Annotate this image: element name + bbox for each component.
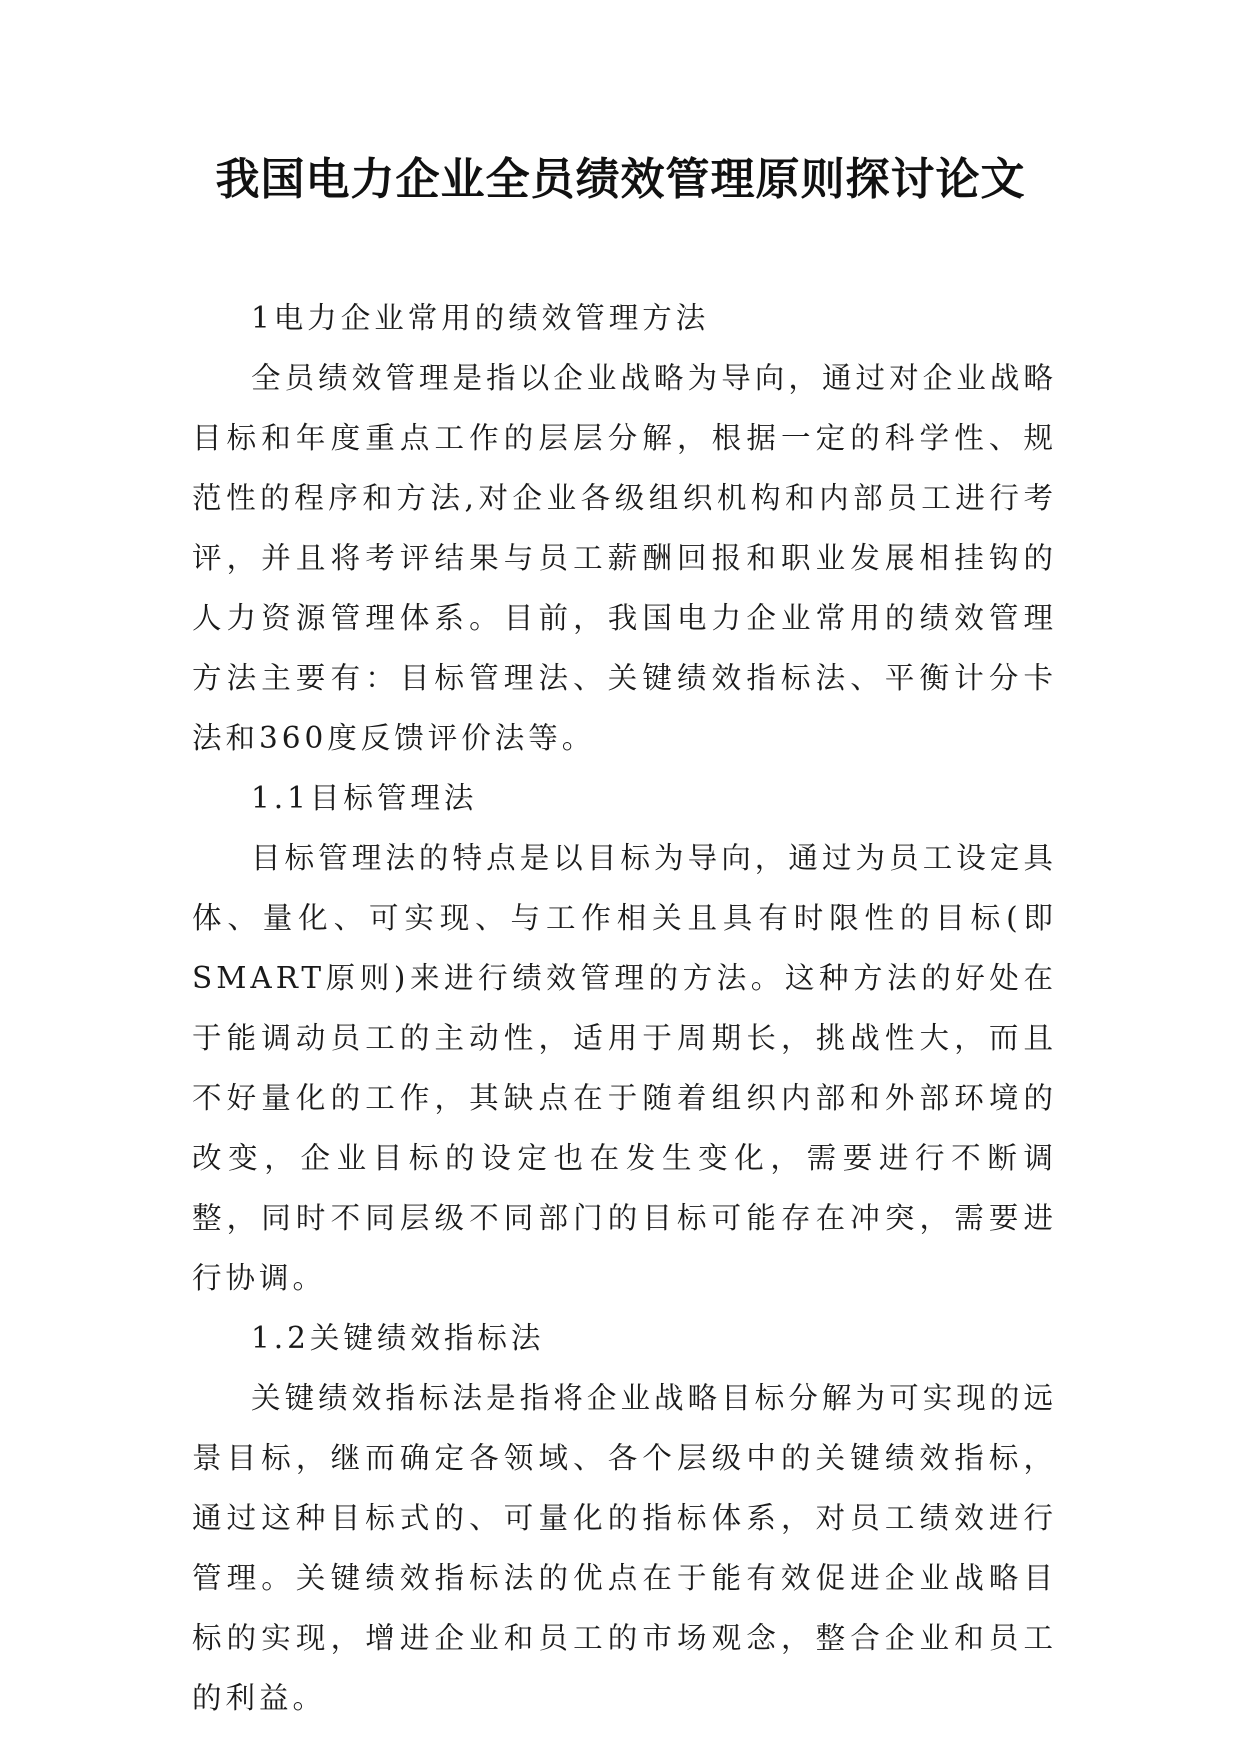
document-body (192, 288, 1057, 1728)
paragraph-overview: 全员绩效管理是指以企业战略为导向，通过对企业战略目标和年度重点工作的层层分解，根据一定的科学性、规范性的程序和方法,对企业各级组织机构和内部员工进行考评，并且将考评结果与员工薪酬回报和职业发展相挂钩的人力资源管理体系。目前，我国电力企业常用的绩效管理方法主要有：目标管理法、关键绩效指标法、平衡计分卡法和360度反馈评价法等。 (192, 361, 1057, 755)
section-heading-1-1: 1.1目标管理法 (251, 781, 478, 815)
document-title: 我国电力企业全员绩效管理原则探讨论文 (215, 154, 1026, 205)
paragraph-kpi: 关键绩效指标法是指将企业战略目标分解为可实现的远景目标，继而确定各领域、各个层级中的关键绩效指标，通过这种目标式的、可量化的指标体系，对员工绩效进行管理。关键绩效指标法的优点在于能有效促进企业战略目标的实现，增进企业和员工的市场观念，整合企业和员工的利益。 (192, 1381, 1057, 1715)
paragraph-mbo: 目标管理法的特点是以目标为导向，通过为员工设定具体、量化、可实现、与工作相关且具有时限性的目标(即SMART原则)来进行绩效管理的方法。这种方法的好处在于能调动员工的主动性，适用于周期长，挑战性大，而且不好量化的工作，其缺点在于随着组织内部和外部环境的改变，企业目标的设定也在发生变化，需要进行不断调整，同时不同层级不同部门的目标可能存在冲突，需要进行协调。 (192, 841, 1057, 1295)
section-heading-1: 1电力企业常用的绩效管理方法 (251, 301, 710, 335)
section-heading-1-2: 1.2关键绩效指标法 (251, 1321, 545, 1355)
